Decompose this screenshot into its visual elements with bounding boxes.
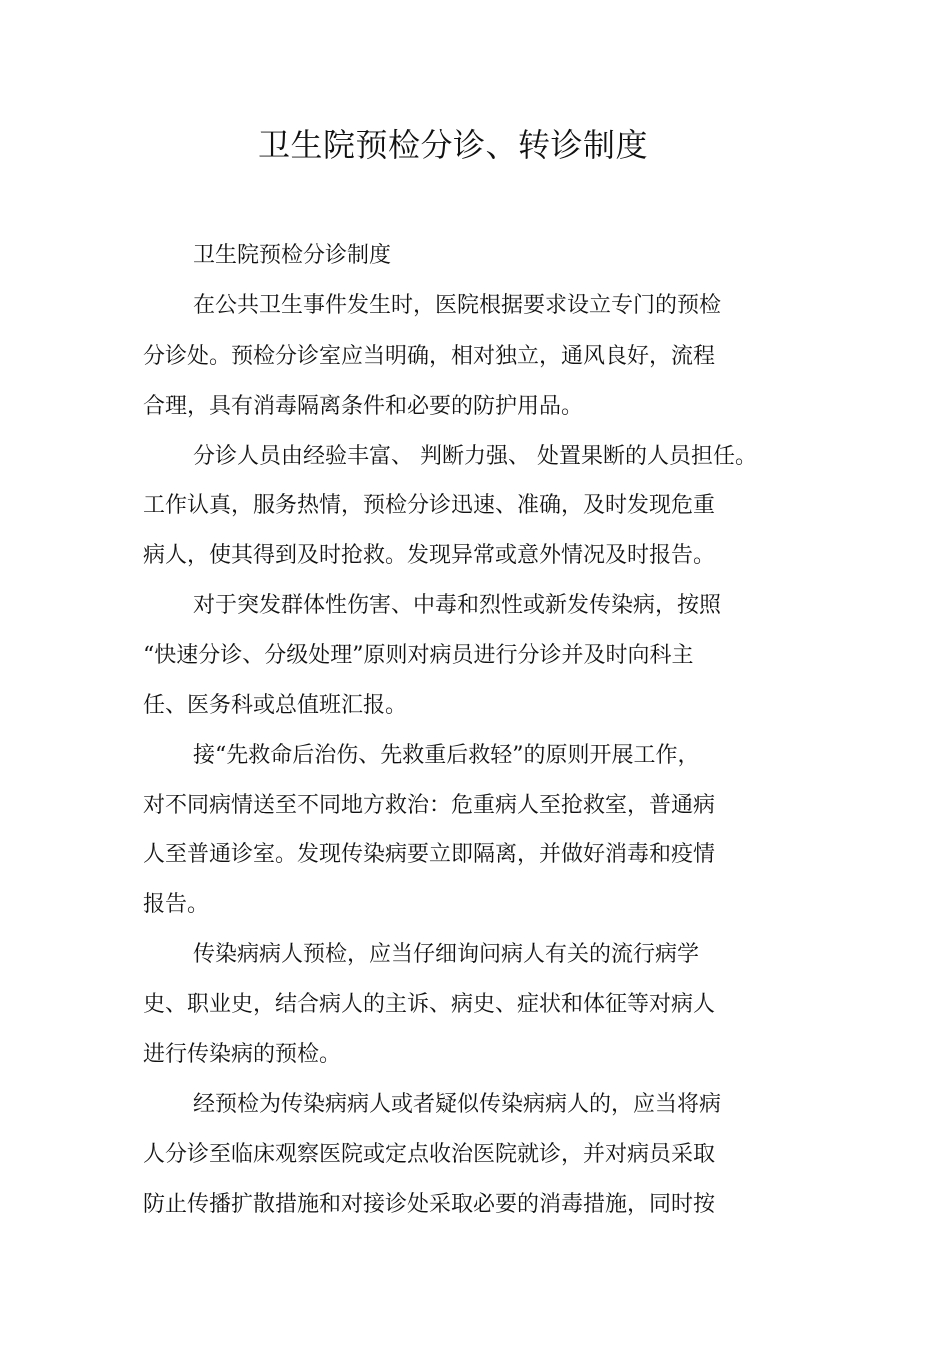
- paragraph-line: 史、职业史，结合病人的主诉、病史、症状和体征等对病人: [143, 992, 716, 1017]
- paragraph-line: 对不同病情送至不同地方救治：危重病人至抢救室，普通病: [143, 793, 716, 818]
- paragraph-line: 工作认真，服务热情，预检分诊迅速、准确，及时发现危重: [143, 493, 716, 518]
- paragraph-line: 报告。: [143, 892, 210, 917]
- paragraph-line: 合理，具有消毒隔离条件和必要的防护用品。: [143, 394, 584, 419]
- paragraph-line: 防止传播扩散措施和对接诊处采取必要的消毒措施，同时按: [143, 1192, 716, 1217]
- paragraph-line: 病人，使其得到及时抢救。发现异常或意外情况及时报告。: [143, 543, 716, 568]
- paragraph-line: 分诊处。预检分诊室应当明确，相对独立，通风良好，流程: [143, 344, 716, 369]
- paragraph-line: “快速分诊、分级处理”原则对病员进行分诊并及时向科主: [143, 643, 694, 668]
- paragraph-line: 传染病病人预检，应当仔细询问病人有关的流行病学: [193, 942, 700, 967]
- paragraph-line: 人分诊至临床观察医院或定点收治医院就诊，并对病员采取: [143, 1142, 716, 1167]
- paragraph-line: 在公共卫生事件发生时，医院根据要求设立专门的预检: [193, 293, 722, 318]
- paragraph-line: 人至普通诊室。发现传染病要立即隔离，并做好消毒和疫情: [143, 842, 716, 867]
- paragraph-line: 分诊人员由经验丰富、 判断力强、 处置果断的人员担任。: [193, 444, 757, 469]
- paragraph-line: 经预检为传染病病人或者疑似传染病病人的，应当将病: [193, 1092, 722, 1117]
- paragraph-line: 进行传染病的预检。: [143, 1042, 342, 1067]
- document-title: 卫生院预检分诊、转诊制度: [257, 126, 648, 164]
- paragraph-line: 接“先救命后治伤、先救重后救轻”的原则开展工作，: [193, 743, 700, 768]
- paragraph-line: 任、医务科或总值班汇报。: [143, 693, 408, 718]
- paragraph-line: 对于突发群体性伤害、中毒和烈性或新发传染病，按照: [193, 593, 722, 618]
- section-heading: 卫生院预检分诊制度: [193, 243, 392, 268]
